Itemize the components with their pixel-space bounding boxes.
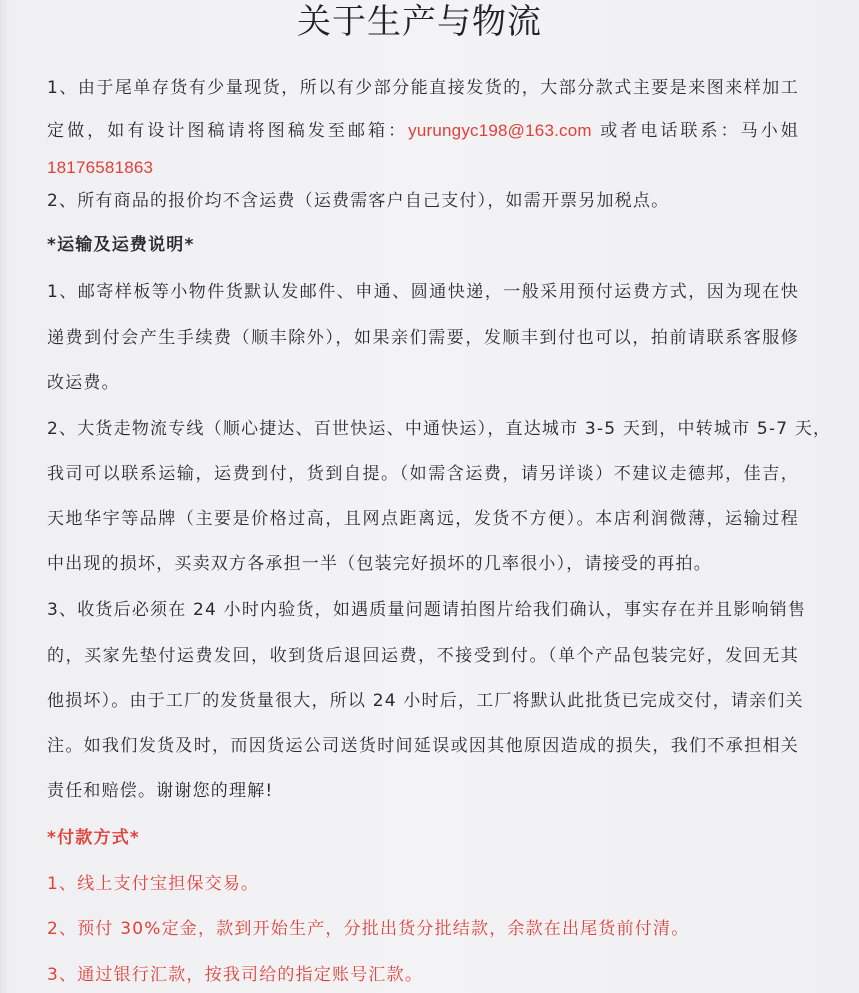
- intro-item2: 2、所有商品的报价均不含运费（运费需客户自己支付），如需开票另加税点。: [47, 191, 670, 211]
- shipping-item2-line: 天地华宇等品牌（主要是价格过高，且网点距离远，发货不方便）。本店利润微薄，运输过程: [47, 509, 799, 529]
- shipping-item2-line: 中出现的损坏，买卖双方各承担一半（包装完好损坏的几率很小），请接受的再拍。: [47, 554, 712, 574]
- shipping-item3-line: 3、收货后必须在 24 小时内验货，如遇质量问题请拍图片给我们确认，事实存在并且影响销售: [47, 600, 807, 620]
- shipping-item3-line: 责任和赔偿。谢谢您的理解!: [47, 781, 274, 801]
- shipping-item3-line: 他损坏）。由于工厂的发货量很大，所以 24 小时后，工厂将默认此批货已完成交付，请亲们关: [47, 691, 804, 711]
- shipping-item1-line: 改运费。: [47, 373, 120, 393]
- shipping-item3-line: 注。如我们发货及时，而因货运公司送货时间延误或因其他原因造成的损失，我们不承担相关: [47, 736, 799, 756]
- intro-item1-line2: [47, 120, 799, 142]
- contact-email: yurungyc198@163.com: [408, 121, 592, 140]
- shipping-item2-line: 我司可以联系运输，运费到付，货到自提。（如需含运费，请另详谈）不建议走德邦，佳吉，: [47, 464, 799, 484]
- contact-phone: 18176581863: [47, 158, 154, 177]
- payment-heading: *付款方式*: [47, 828, 140, 848]
- shipping-item1-line: 递费到付会产生手续费（顺丰除外），如果亲们需要，发顺丰到付也可以，拍前请联系客服修: [47, 328, 799, 348]
- intro-item1-line1: 1、由于尾单存货有少量现货，所以有少部分能直接发货的，大部分款式主要是来图来样加工: [47, 78, 799, 98]
- payment-item: 1、线上支付宝担保交易。: [47, 874, 260, 894]
- payment-item: 3、通过银行汇款，按我司给的指定账号汇款。: [47, 965, 424, 985]
- shipping-item3-line: 的，买家先垫付运费发回，收到货后退回运费，不接受到付。（单个产品包装完好，发回无其: [47, 646, 799, 666]
- payment-item: 2、预付 30%定金，款到开始生产，分批出货分批结款，余款在出尾货前付清。: [47, 919, 690, 939]
- shipping-item2-line: 2、大货走物流专线（顺心捷达、百世快运、中通快运），直达城市 3-5 天到，中转城市 5-7 天，: [47, 419, 832, 439]
- intro-item1-line2-prefix: 定做，如有设计图稿请将图稿发至邮箱：: [47, 121, 409, 141]
- shipping-item1-line: 1、邮寄样板等小物件货默认发邮件、申通、圆通快递，一般采用预付运费方式，因为现在快: [47, 282, 799, 302]
- intro-item1-line2-suffix: 或者电话联系：马小姐: [591, 121, 799, 141]
- shipping-heading: *运输及运费说明*: [47, 235, 195, 255]
- page-title: 关于生产与物流: [297, 2, 542, 42]
